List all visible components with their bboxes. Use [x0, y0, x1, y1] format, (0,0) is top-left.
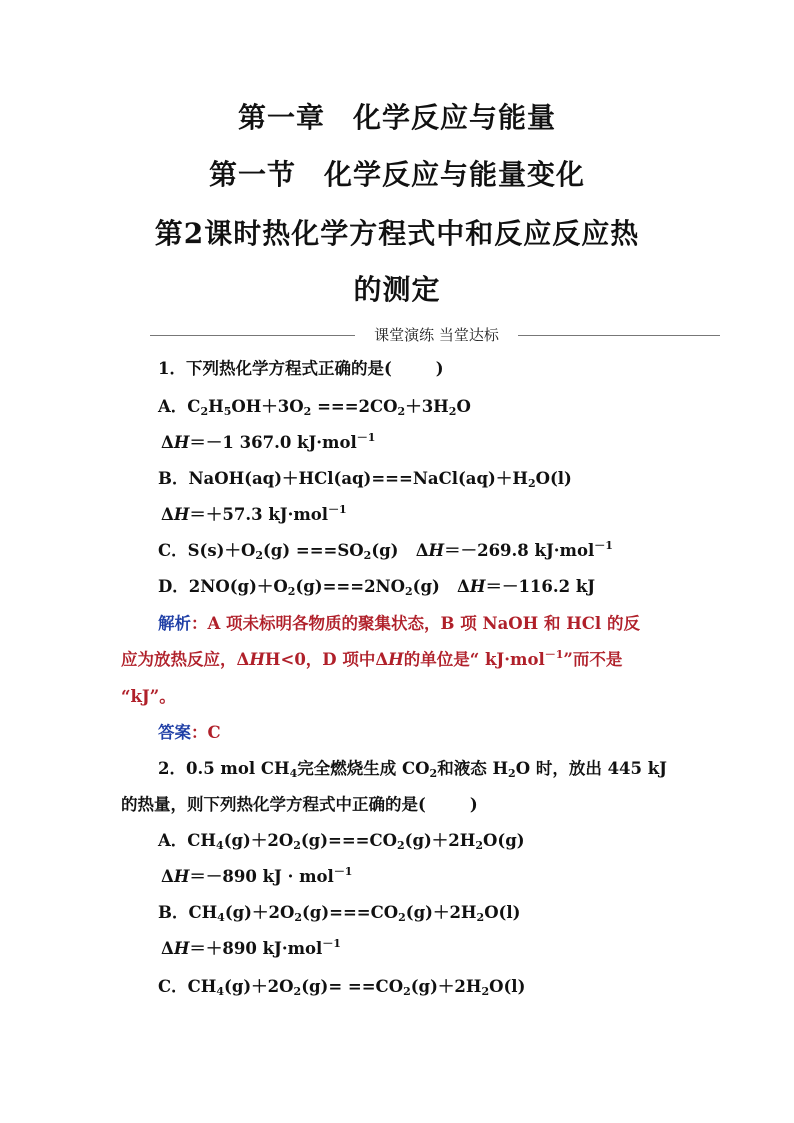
q2-option-c: C．$CH_4(g)+2O_2(g)= ==CO_2(g)+2H_2O(l)$: [158, 977, 526, 998]
q2-stem-line2: 的热量，则下列热化学方程式中正确的是( ): [121, 795, 478, 814]
analysis-label: 解析: [158, 614, 191, 633]
lesson-title-line2: 的测定: [353, 273, 441, 306]
q1-option-a-enthalpy: ΔH＝－1 367.0 kJ·mol$^{-1}$: [161, 431, 376, 452]
banner-rule-right: [518, 335, 720, 336]
q2-stem-line1: 2．0.5 mol $CH_4$完全燃烧生成 $CO_2$和液态 $H_2O$ 时，放出 445 kJ: [158, 759, 667, 780]
q1-analysis-line3: “kJ”。: [121, 687, 176, 706]
q1-analysis-line1: 解析：A 项未标明各物质的聚集状态，B 项 NaOH 和 HCl 的反: [158, 614, 640, 633]
q1-option-a: A．$C_2H_5OH+3O_2 ===2CO_2+3H_2O$: [158, 397, 471, 418]
banner-rule-left: [150, 335, 355, 336]
q1-option-b: B．$NaOH(aq)+HCl(aq)===NaCl(aq)+H_2O(l)$: [158, 469, 572, 490]
q1-option-d: D．$2NO(g)+O_2(g)===2NO_2(g)$ ΔH＝－116.2 kJ: [158, 577, 596, 598]
q2-option-a-enthalpy: ΔH＝－890 kJ · mol$^{-1}$: [161, 865, 353, 886]
chapter-title: 第一章 化学反应与能量: [237, 101, 557, 134]
banner-text: 课堂演练 当堂达标: [374, 326, 499, 344]
q1-stem: 1．下列热化学方程式正确的是( ): [158, 359, 444, 378]
section-title: 第一节 化学反应与能量变化: [208, 158, 586, 191]
q2-option-a: A．$CH_4(g)+2O_2(g)===CO_2(g)+2H_2O(g)$: [158, 831, 525, 852]
answer-label: 答案: [158, 723, 191, 742]
lesson-title-line1: 第2课时热化学方程式中和反应反应热: [154, 217, 640, 250]
q1-analysis-line2: 应为放热反应，ΔHH<0，D 项中ΔH的单位是“ kJ·mol$^{-1}$”而不是: [121, 648, 623, 669]
q1-option-b-enthalpy: ΔH＝＋57.3 kJ·mol$^{-1}$: [161, 503, 347, 524]
q2-option-b: B．$CH_4(g)+2O_2(g)===CO_2(g)+2H_2O(l)$: [158, 903, 521, 924]
q1-answer: 答案：C: [158, 723, 221, 742]
section-banner: [150, 322, 720, 348]
q1-option-c: C．$S(s)+O_2(g) ===SO_2(g)$ ΔH＝－269.8 kJ·mol$^{-1}$: [158, 539, 613, 562]
q2-option-b-enthalpy: ΔH＝＋890 kJ·mol$^{-1}$: [161, 937, 341, 958]
